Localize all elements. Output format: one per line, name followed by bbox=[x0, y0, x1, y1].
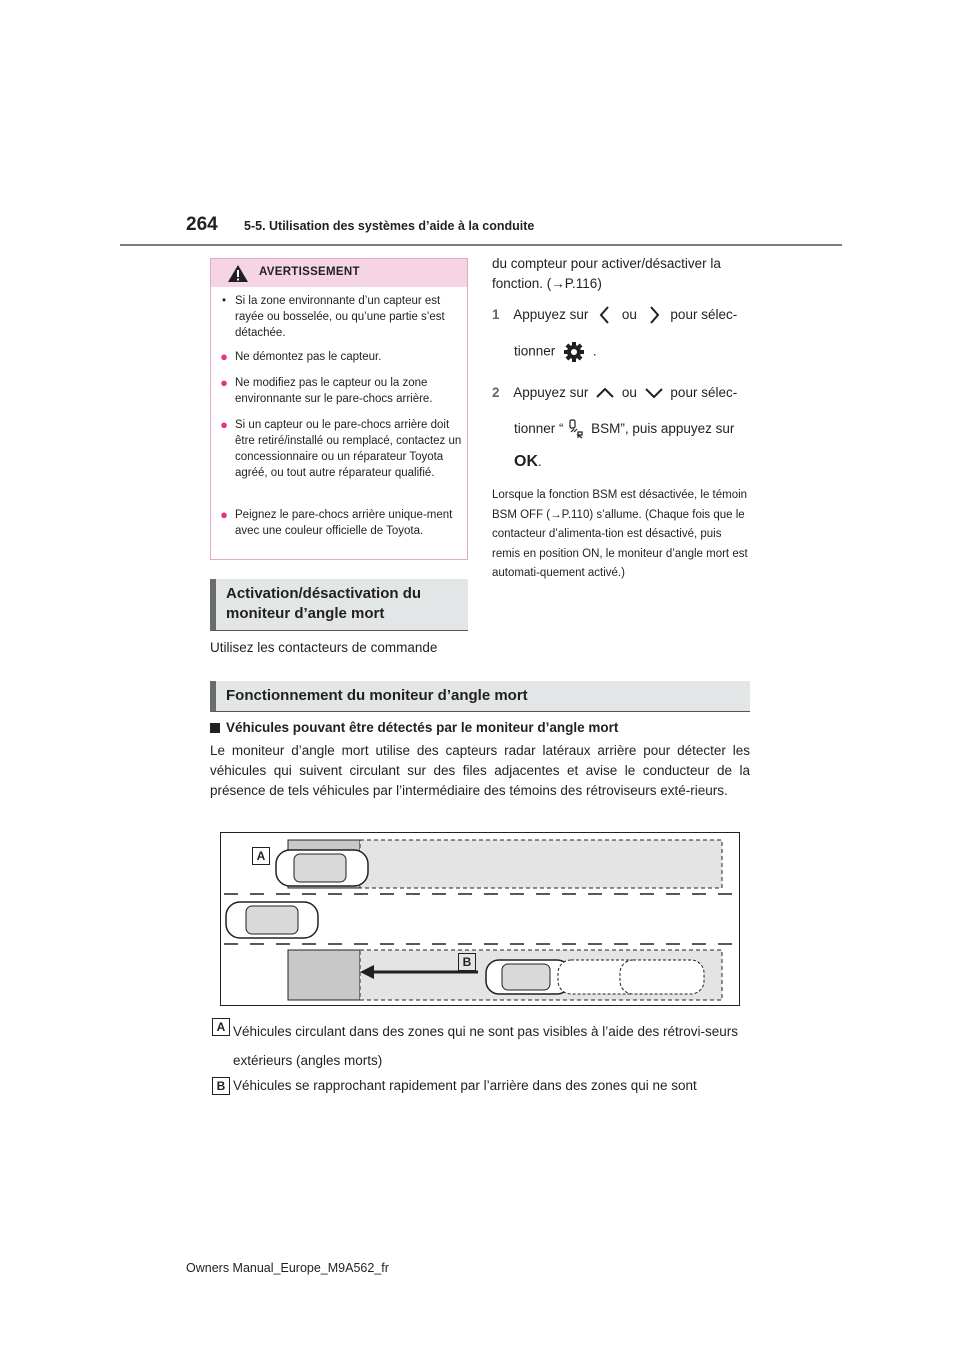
activation-continued: du compteur pour activer/désactiver la fonction. (→P.116) bbox=[492, 256, 721, 291]
warning-item-text: Peignez le pare-chocs arrière unique-ment avec une couleur officielle de Toyota. bbox=[235, 509, 453, 537]
chevron-right-icon bbox=[643, 305, 665, 325]
activation-section-title: Activation/désactivation du moniteur d’angle mort bbox=[210, 579, 468, 631]
step-1-line-2 bbox=[514, 341, 597, 363]
diagram-label-a: A bbox=[252, 847, 270, 865]
step-number: 2 bbox=[492, 385, 500, 400]
bullet: ● bbox=[220, 507, 228, 522]
footer-text: Owners Manual_Europe_M9A562_fr bbox=[186, 1261, 389, 1275]
ego-car bbox=[226, 902, 318, 938]
legend-item-b: Véhicules se rapprochant rapidement par l’arrière dans des zones qui ne sont bbox=[233, 1078, 697, 1093]
step-2 bbox=[492, 383, 754, 483]
blind-spot-diagram bbox=[220, 832, 740, 1006]
step-1-line-1 bbox=[492, 305, 737, 325]
bullet: • bbox=[221, 295, 227, 307]
step-text: . bbox=[538, 454, 542, 469]
warning-title-bar bbox=[211, 259, 467, 287]
step-text: ou bbox=[621, 385, 637, 400]
step-text: pour sélec- bbox=[670, 385, 738, 400]
operation-subhead bbox=[210, 718, 750, 738]
car-zone-a bbox=[276, 850, 368, 886]
gear-icon bbox=[563, 341, 585, 363]
step-text: Appuyez sur bbox=[513, 307, 589, 322]
chevron-up-icon bbox=[594, 383, 616, 403]
warning-item bbox=[217, 375, 463, 407]
bullet: ● bbox=[220, 349, 228, 364]
square-bullet-icon bbox=[210, 723, 220, 733]
warning-item-text: Ne démontez pas le capteur. bbox=[235, 351, 382, 363]
warning-triangle-icon bbox=[227, 264, 249, 283]
bullet: ● bbox=[220, 375, 228, 390]
warning-item bbox=[217, 507, 463, 539]
diagram-label-b: B bbox=[458, 953, 476, 971]
subhead-text: Véhicules pouvant être détectés par le moniteur d’angle mort bbox=[226, 720, 619, 735]
bsm-icon bbox=[568, 419, 586, 439]
step-text: . bbox=[592, 343, 597, 359]
legend-label-b: B bbox=[212, 1077, 230, 1095]
warning-item-text: Si un capteur ou le pare-chocs arrière doit être retiré/installé ou remplacé, contactez un concessionnaire ou un réparateur Toyota agréé, ou tout autre réparateur qualifié. bbox=[235, 419, 462, 479]
step-2-line-1 bbox=[492, 383, 737, 403]
detection-zone-upper-extended bbox=[360, 840, 722, 888]
chevron-left-icon bbox=[594, 305, 616, 325]
legend-item-a: Véhicules circulant dans des zones qui ne sont pas visibles à l’aide des rétrovi-seurs extérieurs (angles morts) bbox=[233, 1024, 739, 1068]
warning-item-text: Ne modifiez pas le capteur ou la zone environnante sur le pare-chocs arrière. bbox=[235, 377, 433, 405]
warning-item bbox=[217, 349, 463, 365]
step-text: pour sélec- bbox=[670, 307, 738, 322]
operation-section-title: Fonctionnement du moniteur d’angle mort bbox=[210, 681, 750, 712]
car-zone-b bbox=[486, 960, 704, 994]
step-2-line-2 bbox=[514, 419, 734, 439]
detection-zone-lower bbox=[288, 950, 360, 1000]
step-text: Appuyez sur bbox=[513, 385, 589, 400]
step-1 bbox=[492, 305, 754, 385]
activation-note: Lorsque la fonction BSM est désactivée, le témoin BSM OFF (→P.110) s’allume. (Chaque fois que le contacteur d’alimenta-tion est désactivé, puis remis en position ON, le moniteur d’angle mort est automati-quement activé.) bbox=[492, 489, 748, 579]
step-text: tionner bbox=[514, 343, 556, 359]
warning-title: AVERTISSEMENT bbox=[259, 266, 360, 278]
step-2-line-3 bbox=[514, 453, 542, 471]
warning-item-text: Si la zone environnante d’un capteur est rayée ou bosselée, ou qu’une partie s’est détachée. bbox=[235, 295, 445, 339]
operation-body: Le moniteur d’angle mort utilise des capteurs radar latéraux arrière pour détecter les véhicules qui suivent circulant sur des files adjacentes et avise le conducteur de la présence de tels véhicules par l’intermédiaire des témoins des rétroviseurs exté-rieurs. bbox=[210, 743, 750, 798]
section-heading: 5-5. Utilisation des systèmes d’aide à la conduite bbox=[244, 219, 535, 233]
chevron-down-icon bbox=[643, 383, 665, 403]
step-text: ou bbox=[621, 307, 637, 322]
step-text: BSM”, puis appuyez sur bbox=[591, 421, 735, 436]
ok-button-icon: OK bbox=[514, 453, 538, 470]
step-number: 1 bbox=[492, 307, 500, 322]
legend-label-a: A bbox=[212, 1018, 230, 1036]
warning-box bbox=[210, 258, 468, 560]
step-text: tionner “ bbox=[514, 421, 564, 436]
warning-item bbox=[217, 417, 463, 481]
header-rule bbox=[120, 244, 842, 246]
activation-intro: Utilisez les contacteurs de commande bbox=[210, 640, 438, 655]
warning-item bbox=[217, 293, 463, 341]
page-number: 264 bbox=[186, 214, 218, 235]
bullet: ● bbox=[220, 417, 228, 432]
